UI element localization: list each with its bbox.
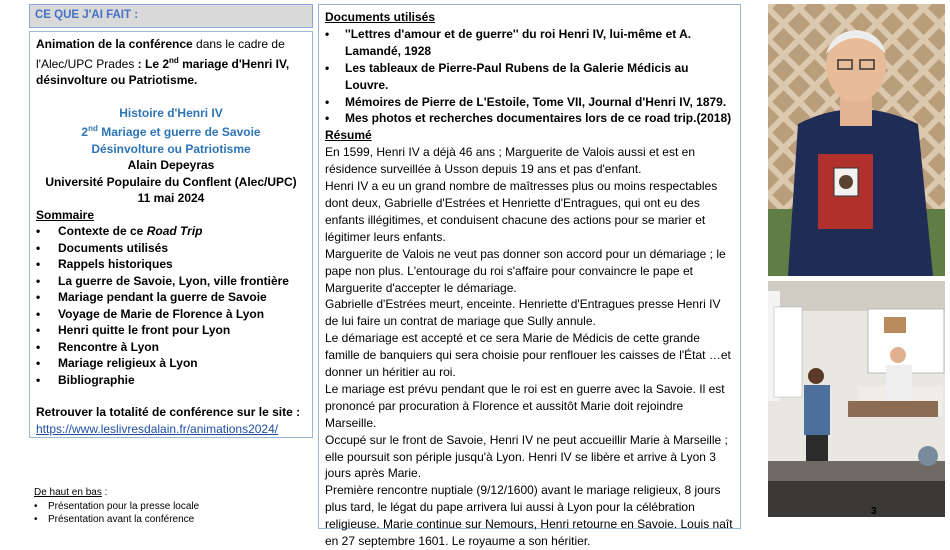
resume-body [325, 144, 734, 550]
resume-paragraph: Henri IV a eu un grand nombre de maîtresses plus ou moins respectables dont deux, Gabrielle d'Estrées et Henriette d'Entragues, qui ont eu des enfants illégitimes, et conduisent chacune des actions pour se marier et légitimer leurs enfants. [325, 179, 718, 244]
right-panel [318, 4, 741, 549]
footer-item: • Présentation pour la presse locale [34, 500, 199, 514]
conference-title-2: 2nd Mariage et guerre de Savoie [81, 124, 261, 139]
documents-title: Documents utilisés [325, 10, 436, 24]
date: 11 mai 2024 [137, 191, 205, 205]
sommaire-item: • Rappels historiques [36, 256, 306, 273]
sommaire-item: • Henri quitte le front pour Lyon [36, 322, 306, 339]
author: Alain Depeyras [127, 158, 215, 172]
document-item: • Les tableaux de Pierre-Paul Rubens de la Galerie Médicis au Louvre. [325, 60, 734, 94]
sommaire-item: • Voyage de Marie de Florence à Lyon [36, 306, 306, 323]
sommaire-item: • Documents utilisés [36, 240, 306, 257]
sommaire-title: Sommaire [36, 207, 95, 222]
documents-list [325, 26, 734, 127]
left-panel [29, 31, 313, 438]
website-link[interactable]: https://www.leslivresdalain.fr/animations2024/ [36, 421, 279, 436]
section-title-box [29, 4, 313, 28]
conference-title-1: Histoire d'Henri IV [119, 105, 223, 120]
resume-paragraph: Occupé sur le front de Savoie, Henri IV ne peut accueillir Marie à Marseille ; elle poursuit son périple jusqu'à Lyon. Henri IV se libère et arrive à Lyon 3 jours après Marie. [325, 432, 728, 481]
resume-paragraph: Marguerite de Valois ne veut pas donner son accord pour un démariage ; le pape non plus. L'entourage du roi s'affaire pour convaincre le pape et Marguerite d'accepter le démariage. [325, 246, 726, 295]
document-item: • Mes photos et recherches documentaires lors de ce road trip.(2018) [325, 110, 734, 127]
sommaire-item: • Bibliographie [36, 372, 306, 389]
sommaire-item: • Contexte de ce Road Trip [36, 223, 306, 240]
resume-paragraph: Le démariage est accepté et ce sera Marie de Médicis de cette grande famille de banquiers qui sera choisie pour renflouer les caisses de l'État …et donner un héritier au roi. [325, 331, 731, 380]
section-title: CE QUE J'AI FAIT : [35, 9, 139, 21]
resume-paragraph: Première rencontre nuptiale (9/12/1600) avant le mariage religieux, 8 jours plus tard, le légat du pape arrivera lui aussi à Lyon pour la célébration religieuse. Marie continue sur Nemours, Henri retourne en Savoie. Louis naît en 27 septembre 1601. Le royaume a son héritier. [325, 483, 733, 549]
footer-item: • Présentation avant la conférence [34, 513, 199, 527]
footer-list [34, 500, 199, 527]
sommaire-item: • Rencontre à Lyon [36, 339, 306, 356]
conference-title-3: Désinvolture ou Patriotisme [91, 141, 251, 156]
sommaire-item: • Mariage religieux à Lyon [36, 355, 306, 372]
resume-paragraph: En 1599, Henri IV a déjà 46 ans ; Marguerite de Valois aussi et est en résidence surveillée à Usson depuis 19 ans et pas d'enfant. [325, 145, 695, 177]
resume-paragraph: Le mariage est prévu pendant que le roi est en guerre avec la Savoie. Il est prononcé par procuration à Florence et aussitôt Marie doit rejoindre Marseille. [325, 381, 725, 430]
author-photo [768, 4, 945, 276]
page-number: 3 [871, 506, 877, 517]
document-item: • Mémoires de Pierre de L'Estoile, Tome VII, Journal d'Henri IV, 1879. [325, 94, 734, 111]
retrouver-text: Retrouver la totalité de conférence sur le site : [36, 405, 301, 419]
sommaire-list [36, 223, 306, 388]
sommaire-item: • La guerre de Savoie, Lyon, ville frontière [36, 273, 306, 290]
conference-photo [768, 281, 945, 517]
intro-text: Animation de la conférence dans le cadre de l'Alec/UPC Prades : Le 2nd mariage d'Henri IV, désinvolture ou Patriotisme. [36, 37, 290, 87]
university: Université Populaire du Conflent (Alec/UPC) [45, 174, 297, 189]
resume-paragraph: Gabrielle d'Estrées meurt, enceinte. Henriette d'Entragues presse Henri IV de lui faire un contrat de mariage que Sully annule. [325, 297, 721, 329]
resume-title: Résumé [325, 128, 372, 143]
sommaire-item: • Mariage pendant la guerre de Savoie [36, 289, 306, 306]
document-item: • ''Lettres d'amour et de guerre'' du roi Henri IV, lui-même et A. Lamandé, 1928 [325, 26, 734, 60]
footer-caption: De haut en bas : • Présentation pour la presse locale • Présentation avant la conférence [34, 486, 199, 527]
